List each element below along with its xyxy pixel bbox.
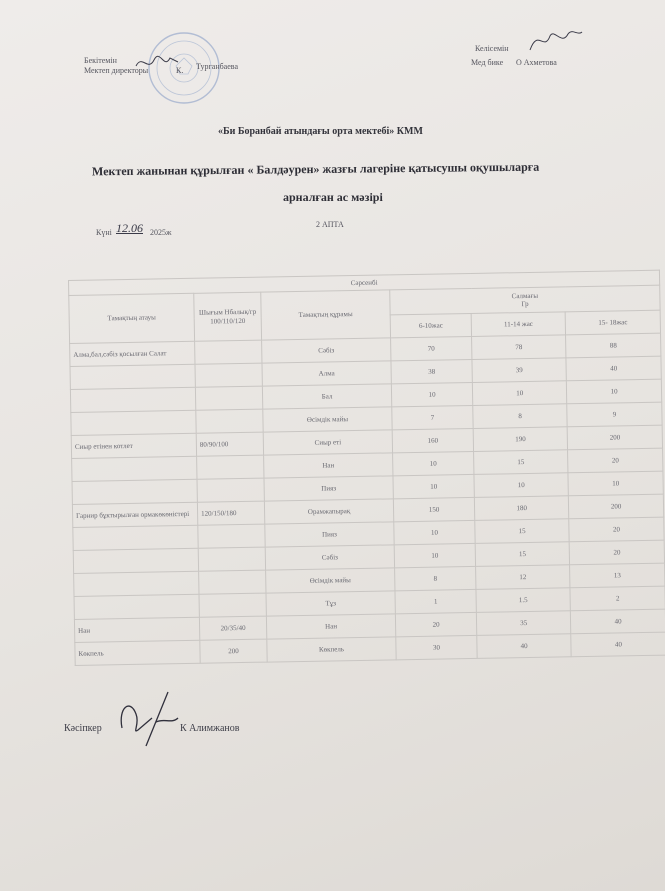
value-cell: 13 (570, 563, 665, 588)
title-line-2: арналған ас мәзірі (283, 190, 383, 204)
ingredient-cell: Өсімдік майы (263, 407, 392, 432)
value-cell: 15 (474, 450, 569, 475)
portion-cell: 20/35/40 (199, 616, 266, 640)
value-cell: 15 (475, 519, 570, 544)
ingredient-cell: Пияз (265, 522, 394, 547)
value-cell: 7 (392, 405, 473, 429)
dish-cell (70, 387, 195, 412)
value-cell: 10 (391, 382, 472, 406)
portion-cell (197, 455, 264, 479)
menu-table (68, 270, 665, 666)
date-handwritten: 12.06 (116, 221, 143, 235)
dish-cutlet: Сиыр етінен котлет (71, 433, 196, 458)
value-cell: 20 (395, 612, 476, 636)
portion-cell (197, 478, 264, 502)
portion-cell (199, 570, 266, 594)
value-cell: 8 (395, 566, 476, 590)
footer-role: Кәсіпкер (64, 723, 102, 734)
director-name: Турганбаева (196, 62, 238, 71)
portion-cell (195, 363, 262, 387)
director-label: Мектеп директоры (84, 66, 149, 75)
title-line-1: Мектеп жанынан құрылған « Балдәурен» жазғы лагеріне қатысушы оқушыларға (91, 159, 540, 179)
value-cell: 1 (395, 589, 476, 613)
portion-cell (196, 409, 263, 433)
age-col-3: 15- 18жас (565, 310, 660, 335)
nurse-signature (528, 26, 584, 54)
dish-cell (74, 594, 199, 619)
header-weight-label: Салмағы (511, 291, 539, 300)
dish-cell (72, 479, 197, 504)
value-cell: 40 (571, 609, 665, 634)
ingredient-cell: Сәбіз (265, 545, 394, 570)
week-label: 2 АПТА (316, 220, 344, 229)
value-cell: 88 (566, 333, 661, 358)
portion-cell (195, 386, 262, 410)
dish-cell (73, 548, 198, 573)
value-cell: 9 (567, 402, 662, 427)
header-dish: Тамақтың атауы (69, 293, 195, 343)
header-gr-label: Гр (521, 299, 529, 309)
value-cell: 70 (391, 336, 472, 360)
portion-cell: 200 (200, 639, 267, 663)
portion-cell (198, 547, 265, 571)
portion-cell: 120/150/180 (197, 501, 264, 525)
portion-cell (195, 340, 262, 364)
approved-label: Бекітемін (84, 56, 117, 65)
ingredient-cell: Бал (262, 384, 391, 409)
portion-cell: 80/90/100 (196, 432, 263, 456)
value-cell: 40 (477, 634, 572, 659)
value-cell: 10 (393, 474, 474, 498)
ingredient-cell: Нан (264, 453, 393, 478)
dish-cell (74, 571, 199, 596)
agreed-label: Келісемін (475, 44, 509, 53)
value-cell: 20 (569, 517, 664, 542)
portion-cell (199, 593, 266, 617)
ingredient-cell: Пияз (264, 476, 393, 501)
value-cell: 10 (568, 471, 663, 496)
value-cell: 8 (473, 404, 568, 429)
value-cell: 12 (476, 565, 571, 590)
dish-garnish: Гарнир бұктырылған ормакөкөністері (72, 502, 197, 527)
dish-compote: Көкпель (75, 640, 200, 665)
ingredient-cell: Алма (262, 361, 391, 386)
dish-cell (71, 410, 196, 435)
age-col-2: 11-14 жас (471, 312, 566, 337)
value-cell: 40 (566, 356, 661, 381)
dish-bread: Нан (74, 617, 199, 642)
value-cell: 150 (393, 497, 474, 521)
dish-salad: Алма,бал,сәбіз қосылған Салат (70, 341, 195, 366)
value-cell: 35 (476, 611, 571, 636)
entrepreneur-signature (112, 688, 182, 750)
value-cell: 1.5 (476, 588, 571, 613)
day-title: Сәрсенбі (69, 270, 660, 295)
value-cell: 10 (474, 473, 569, 498)
value-cell: 30 (396, 635, 477, 659)
value-cell: 10 (394, 543, 475, 567)
value-cell: 10 (472, 381, 567, 406)
school-name: «Би Боранбай атындағы орта мектебі» КММ (218, 126, 423, 137)
value-cell: 190 (473, 427, 568, 452)
dish-cell (70, 364, 195, 389)
value-cell: 40 (571, 632, 665, 657)
ingredient-cell: Сәбіз (262, 338, 391, 363)
value-cell: 38 (391, 359, 472, 383)
footer-name: К Алимжанов (180, 723, 240, 734)
value-cell: 160 (392, 428, 473, 452)
value-cell: 180 (474, 496, 569, 521)
value-cell: 10 (394, 520, 475, 544)
ingredient-cell: Өсімдік майы (266, 568, 395, 593)
value-cell: 10 (393, 451, 474, 475)
nurse-name: О Ахметова (516, 58, 557, 67)
header-composition: Тамақтың құрамы (261, 290, 391, 340)
date-year: 2025ж (150, 228, 172, 237)
value-cell: 78 (472, 335, 567, 360)
ingredient-cell: Нан (266, 614, 395, 639)
value-cell: 10 (567, 379, 662, 404)
value-cell: 20 (568, 448, 663, 473)
dish-cell (72, 456, 197, 481)
nurse-label: Мед бике (471, 58, 504, 67)
date-prefix: Күні (96, 228, 112, 237)
dish-cell (73, 525, 198, 550)
value-cell: 39 (472, 358, 567, 383)
ingredient-cell: Көкпель (267, 637, 396, 662)
portion-cell (198, 524, 265, 548)
value-cell: 200 (569, 494, 664, 519)
director-initial: К. (176, 66, 184, 75)
value-cell: 2 (570, 586, 665, 611)
ingredient-cell: Сиыр еті (263, 430, 392, 455)
director-signature (134, 52, 180, 74)
value-cell: 20 (569, 540, 664, 565)
value-cell: 200 (567, 425, 662, 450)
age-col-1: 6-10жас (390, 313, 471, 337)
ingredient-cell: Орамжапырақ (264, 499, 393, 524)
header-portion: Шығым Нбалық/гр 100/110/120 (194, 292, 262, 341)
ingredient-cell: Тұз (266, 591, 395, 616)
value-cell: 15 (475, 542, 570, 567)
